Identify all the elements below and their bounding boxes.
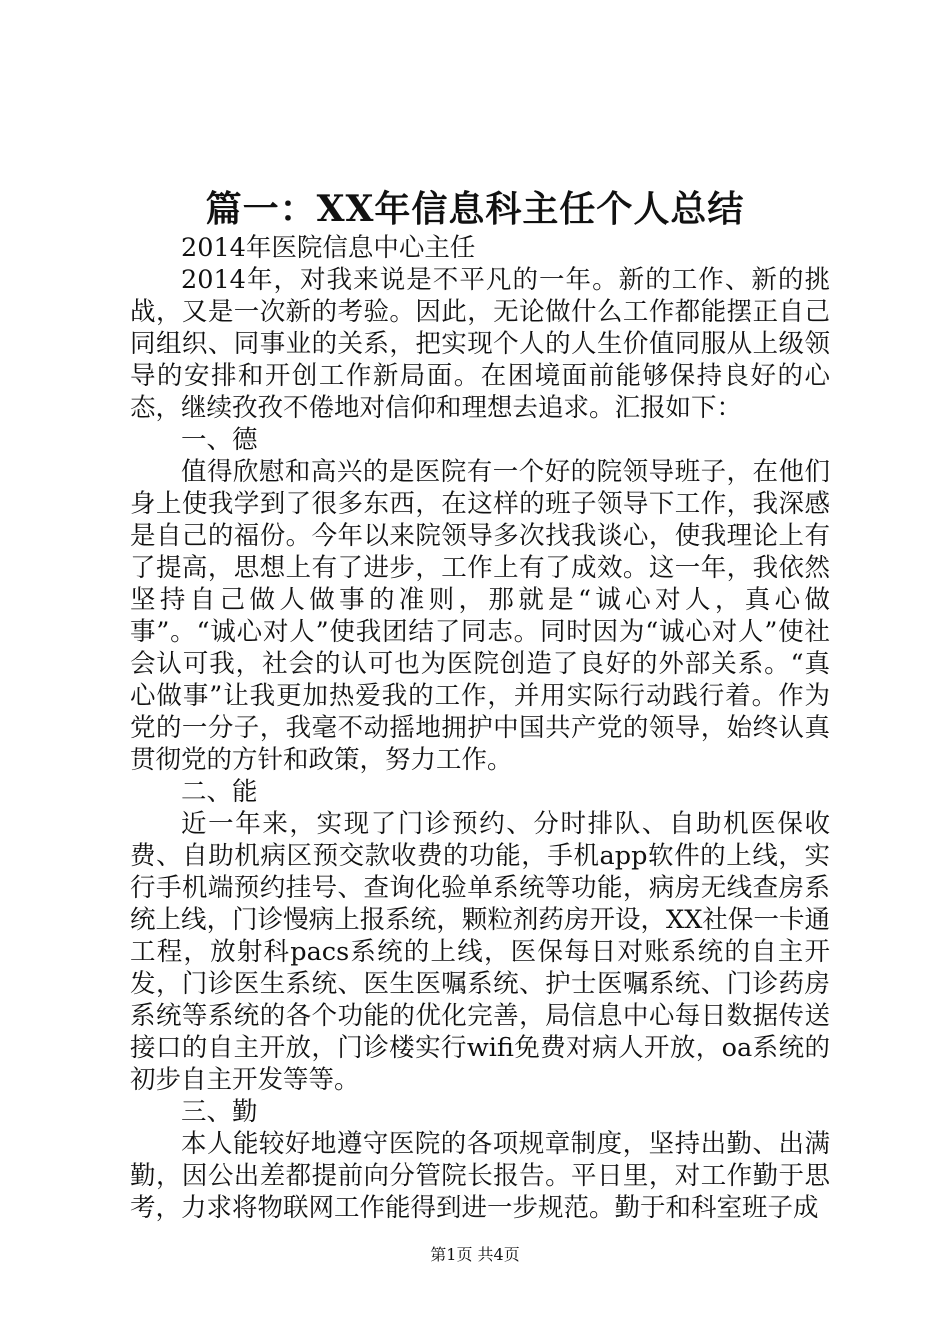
section-de-paragraph: 值得欣慰和高兴的是医院有一个好的院领导班子，在他们身上使我学到了很多东西，在这样的班子领导下工作，我深感是自己的福份。今年以来院领导多次找我谈心，使我理论上有了提高，思想上有了进步，工作上有了成效。这一年，我依然坚持自己做人做事的准则，那就是“诚心对人，真心做事”。“诚心对人”使我团结了同志。同时因为“诚心对人”使社会认可我，社会的认可也为医院创造了良好的外部关系。“真心做事”让我更加热爱我的工作，并用实际行动践行着。作为党的一分子，我毫不动摇地拥护中国共产党的领导，始终认真贯彻党的方针和政策，努力工作。: [130, 457, 830, 775]
page-number: 第1页: [430, 1245, 473, 1264]
document-title: 篇一：XX年信息科主任个人总结: [205, 188, 745, 230]
section-neng-paragraph: 近一年来，实现了门诊预约、分时排队、自助机医保收费、自助机病区预交款收费的功能，手机app软件的上线，实行手机端预约挂号、查询化验单系统等功能，病房无线查房系统上线，门诊慢病上报系统，颗粒剂药房开设，XX社保一卡通工程，放射科pacs系统的上线，医保每日对账系统的自主开发，门诊医生系统、医生医嘱系统、护士医嘱系统、门诊药房系统等系统的各个功能的优化完善，局信息中心每日数据传送接口的自主开放，门诊楼实行wifi免费对病人开放，oa系统的初步自主开发等等。: [130, 809, 830, 1095]
section-heading-neng: 二、能: [181, 777, 258, 807]
page-total: 共4页: [477, 1245, 520, 1264]
intro-paragraph: 2014年，对我来说是不平凡的一年。新的工作、新的挑战，又是一次新的考验。因此，无论做什么工作都能摆正自己同组织、同事业的关系，把实现个人的人生价值同服从上级领导的安排和开创工作新局面。在困境面前能够保持良好的心态，继续孜孜不倦地对信仰和理想去追求。汇报如下：: [130, 265, 830, 423]
document-body: [130, 232, 830, 1224]
section-qin-paragraph: 本人能较好地遵守医院的各项规章制度，坚持出勤、出满勤，因公出差都提前向分管院长报告。平日里，对工作勤于思考，力求将物联网工作能得到进一步规范。勤于和科室班子成: [130, 1129, 830, 1223]
section-heading-qin: 三、勤: [181, 1097, 258, 1127]
page-footer: [0, 1245, 950, 1265]
subtitle-paragraph: 2014年医院信息中心主任: [181, 233, 476, 263]
section-heading-de: 一、德: [181, 425, 258, 455]
